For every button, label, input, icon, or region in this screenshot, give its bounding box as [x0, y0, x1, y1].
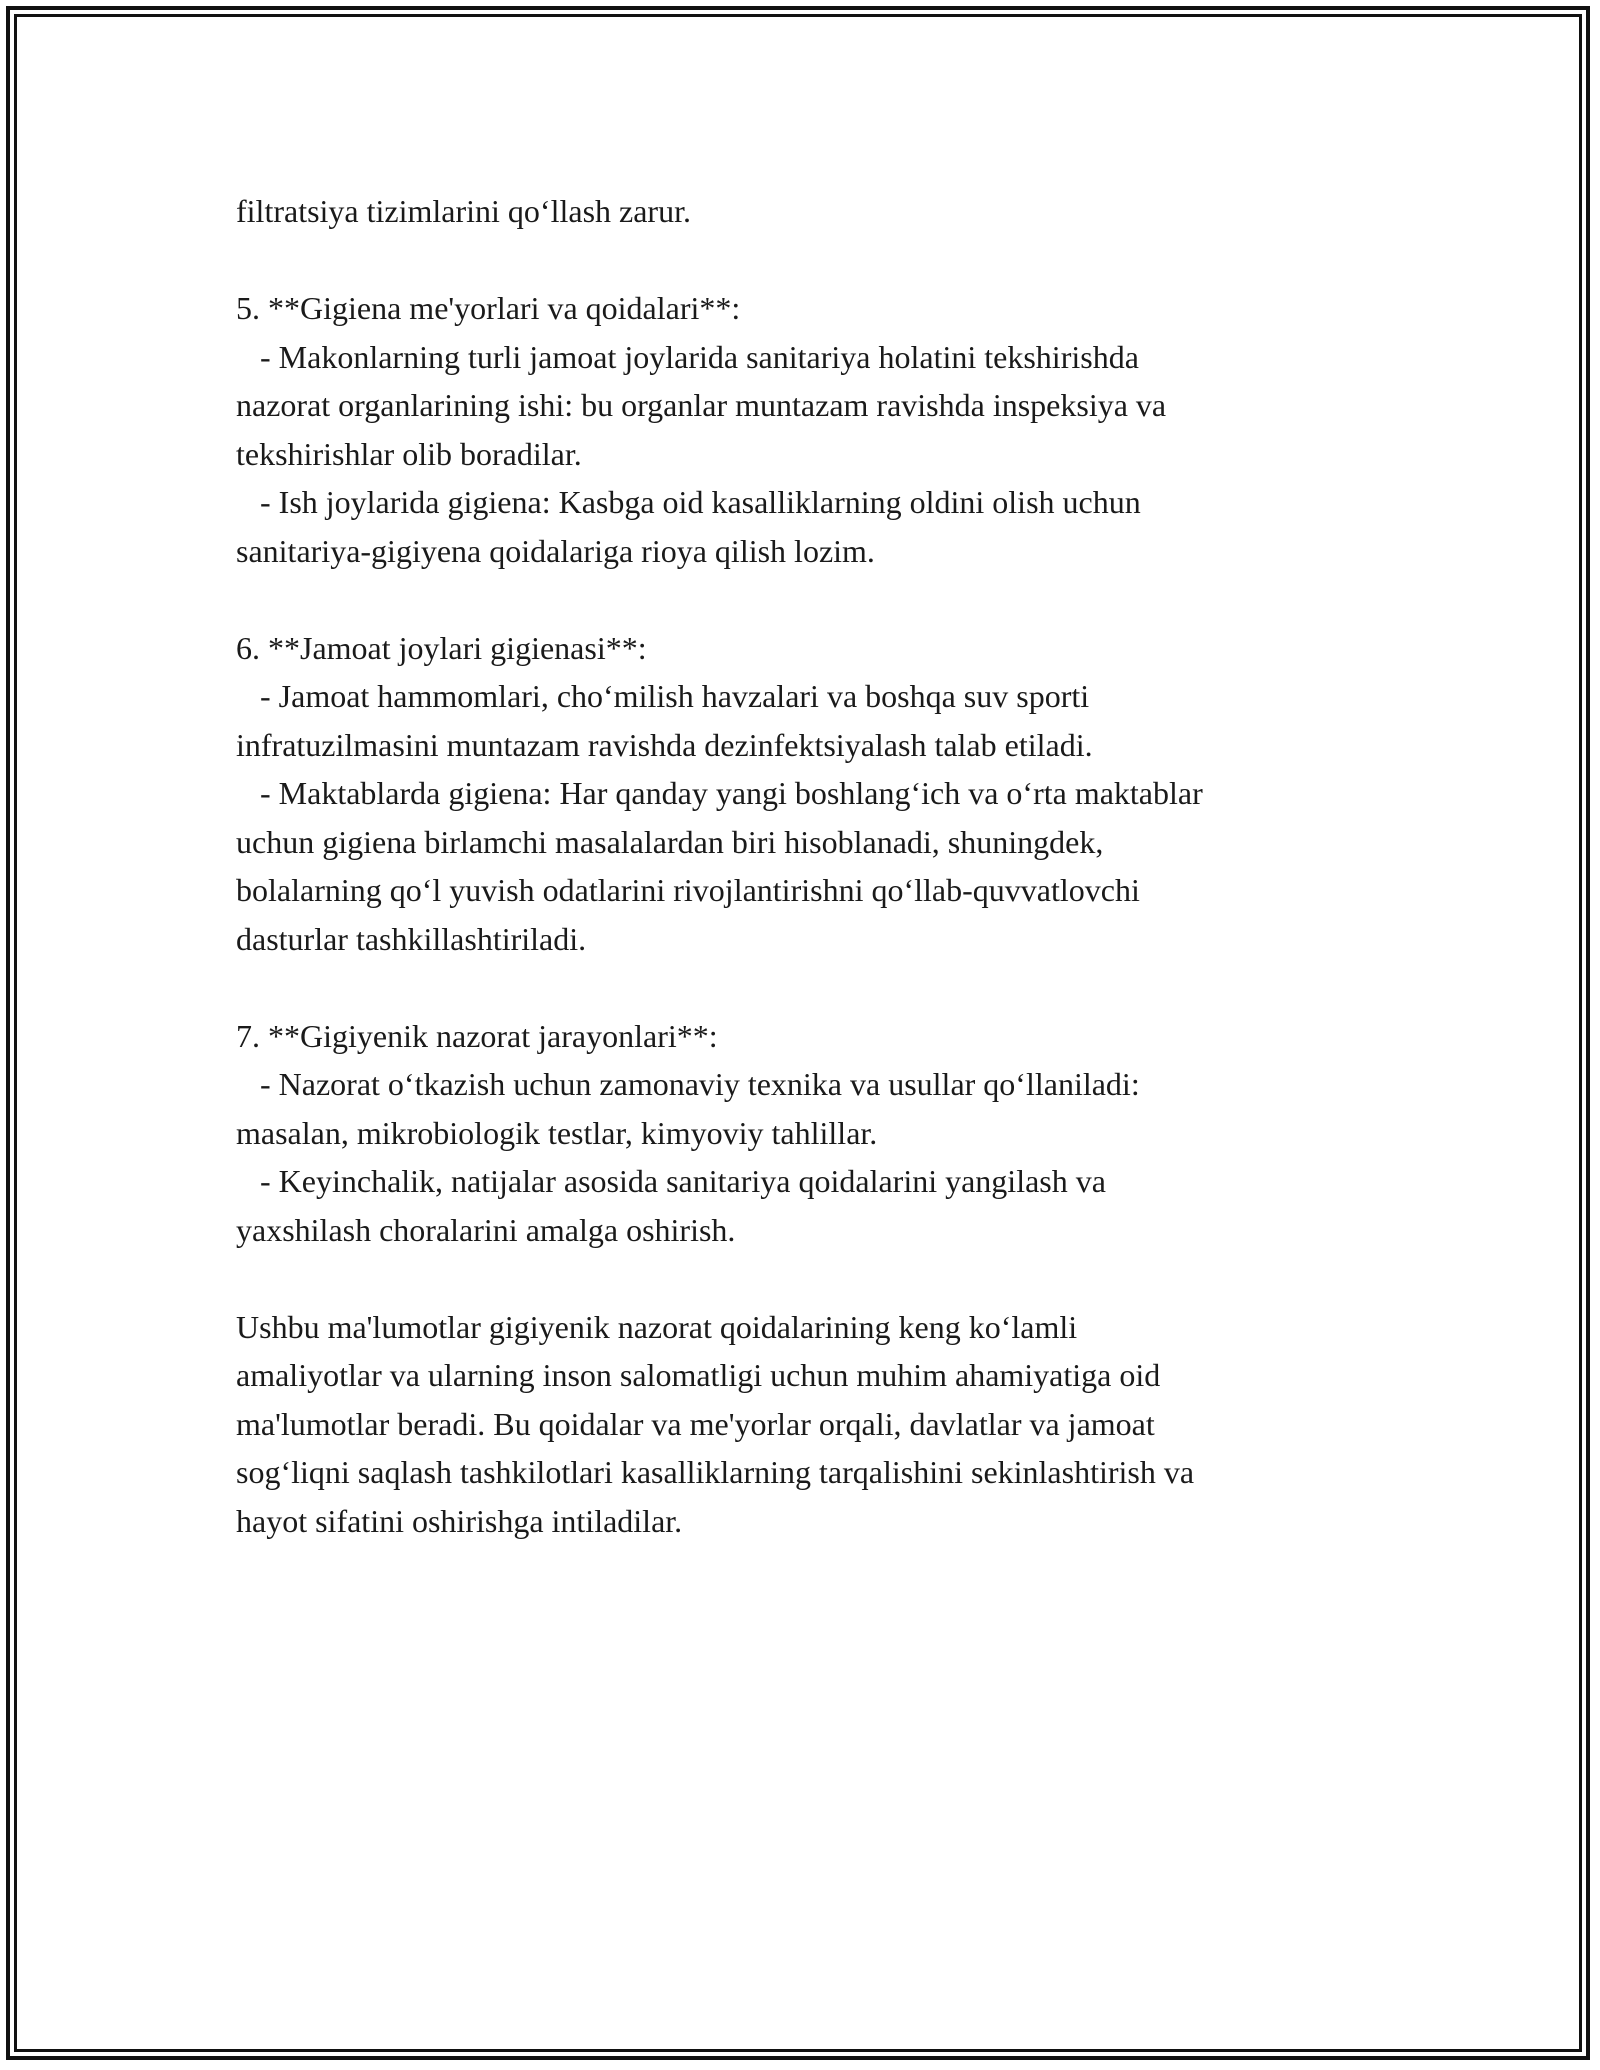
document-body	[236, 187, 1366, 1545]
section-5-line: - Ish joylarida gigiena: Kasbga oid kasalliklarning oldini olish uchun	[236, 484, 1141, 520]
conclusion-line: Ushbu ma'lumotlar gigiyenik nazorat qoidalarining keng ko‘lamli	[236, 1308, 1078, 1345]
section-5-line: tekshirishlar olib boradilar.	[236, 435, 582, 472]
section-7-line: - Nazorat o‘tkazish uchun zamonaviy texnika va usullar qo‘llaniladi:	[236, 1066, 1140, 1102]
section-6-line: infratuzilmasini muntazam ravishda dezinfektsiyalash talab etiladi.	[236, 726, 1093, 763]
section-6-line: bolalarning qo‘l yuvish odatlarini rivojlantirishni qo‘llab-quvvatlovchi	[236, 872, 1140, 908]
paragraph-spacer	[236, 963, 1366, 1012]
section-7-heading: 7. **Gigiyenik nazorat jarayonlari**:	[236, 1017, 718, 1054]
section-5-line: - Makonlarning turli jamoat joylarida sanitariya holatini tekshirishda	[236, 338, 1139, 375]
section-7-line: - Keyinchalik, natijalar asosida sanitariya qoidalarini yangilash va	[236, 1163, 1106, 1199]
section-6-heading: 6. **Jamoat joylari gigienasi**:	[236, 629, 647, 666]
section-5-heading: 5. **Gigiena me'yorlari va qoidalari**:	[236, 290, 741, 326]
conclusion-line: ma'lumotlar beradi. Bu qoidalar va me'yorlar orqali, davlatlar va jamoat	[236, 1405, 1155, 1442]
section-5-line: sanitariya-gigiyena qoidalariga rioya qilish lozim.	[236, 532, 875, 569]
section-7-line: masalan, mikrobiologik testlar, kimyoviy tahlillar.	[236, 1114, 878, 1151]
intro-line: filtratsiya tizimlarini qo‘llash zarur.	[236, 193, 691, 229]
conclusion-line: amaliyotlar va ularning inson salomatligi uchun muhim ahamiyatiga oid	[236, 1357, 1161, 1393]
section-5-line: nazorat organlarining ishi: bu organlar muntazam ravishda inspeksiya va	[236, 387, 1167, 423]
conclusion-line: sog‘liqni saqlash tashkilotlari kasalliklarning tarqalishini sekinlashtirish va	[236, 1454, 1195, 1490]
section-6-line: dasturlar tashkillashtiriladi.	[236, 920, 587, 957]
section-6-line: - Jamoat hammomlari, cho‘milish havzalari va boshqa suv sporti	[236, 678, 1090, 714]
conclusion-line: hayot sifatini oshirishga intiladilar.	[236, 1502, 683, 1539]
section-6-line: - Maktablarda gigiena: Har qanday yangi boshlang‘ich va o‘rta maktablar	[236, 775, 1203, 811]
section-7-line: yaxshilash choralarini amalga oshirish.	[236, 1211, 736, 1248]
paragraph-spacer	[236, 575, 1366, 624]
paragraph-spacer	[236, 236, 1366, 285]
paragraph-spacer	[236, 1254, 1366, 1303]
section-6-line: uchun gigiena birlamchi masalalardan biri hisoblanadi, shuningdek,	[236, 823, 1104, 860]
